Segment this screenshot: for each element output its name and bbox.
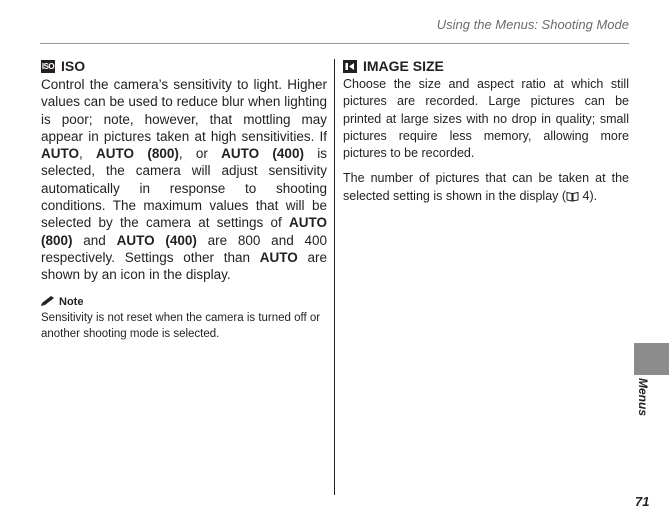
iso-description bbox=[41, 76, 327, 284]
iso-text-2: is selected, the camera will adjust sensitivity automatically in response to shooting conditions. The maximum values that will be selected by the camera at settings of bbox=[41, 146, 327, 231]
section-tab-label: Menus bbox=[636, 378, 650, 417]
iso-icon bbox=[41, 60, 55, 73]
page-number: 71 bbox=[635, 494, 650, 509]
iso-auto800-label-2: AUTO (800) bbox=[41, 215, 327, 248]
iso-text-3: are 800 and 400 respectively. Settings other than bbox=[41, 232, 327, 265]
image-size-description: Choose the size and aspect ratio at which still pictures are recorded. Large pictures can be printed at large sizes with no drop in quality; small pictures require less memory, allowing more pictures to be recorded. bbox=[343, 77, 629, 161]
iso-heading bbox=[41, 57, 327, 75]
image-size-count-note bbox=[343, 170, 629, 207]
book-icon bbox=[566, 190, 579, 207]
running-header: Using the Menus: Shooting Mode bbox=[436, 17, 629, 32]
iso-icon-text: ISO bbox=[41, 61, 55, 71]
header-rule bbox=[40, 43, 629, 44]
iso-section bbox=[41, 57, 327, 342]
note-pen-icon bbox=[41, 295, 55, 309]
iso-auto-label-2: AUTO bbox=[259, 249, 298, 265]
image-size-heading bbox=[343, 57, 629, 75]
note-text: Sensitivity is not reset when the camera is turned off or another shooting mode is selected. bbox=[41, 311, 321, 340]
iso-text-and: and bbox=[72, 232, 117, 248]
image-size-title: IMAGE SIZE bbox=[363, 58, 444, 74]
column-divider bbox=[334, 59, 335, 495]
iso-auto-label: AUTO bbox=[41, 146, 80, 162]
iso-text-1: Control the camera’s sensitivity to light. Higher values can be used to reduce blur when lighting is poor; note, however, that mottling may appear in pictures taken at high sensitivities. If bbox=[41, 77, 327, 144]
count-note-text: The number of pictures that can be taken at the selected setting is shown in the display ( bbox=[343, 171, 629, 203]
image-size-section bbox=[343, 57, 629, 207]
iso-auto400-label-2: AUTO (400) bbox=[116, 232, 197, 248]
iso-text-comma: , bbox=[79, 146, 97, 162]
iso-auto400-label: AUTO (400) bbox=[221, 146, 304, 162]
note-heading bbox=[41, 295, 327, 309]
iso-text-4: are shown by an icon in the display. bbox=[41, 249, 327, 283]
iso-text-or: , or bbox=[178, 146, 222, 162]
image-size-icon bbox=[343, 60, 357, 73]
note-title: Note bbox=[59, 295, 84, 308]
iso-auto800-label: AUTO (800) bbox=[96, 146, 179, 162]
iso-title: ISO bbox=[61, 58, 86, 74]
section-tab bbox=[634, 343, 669, 375]
count-note-ref: 4). bbox=[579, 188, 598, 203]
